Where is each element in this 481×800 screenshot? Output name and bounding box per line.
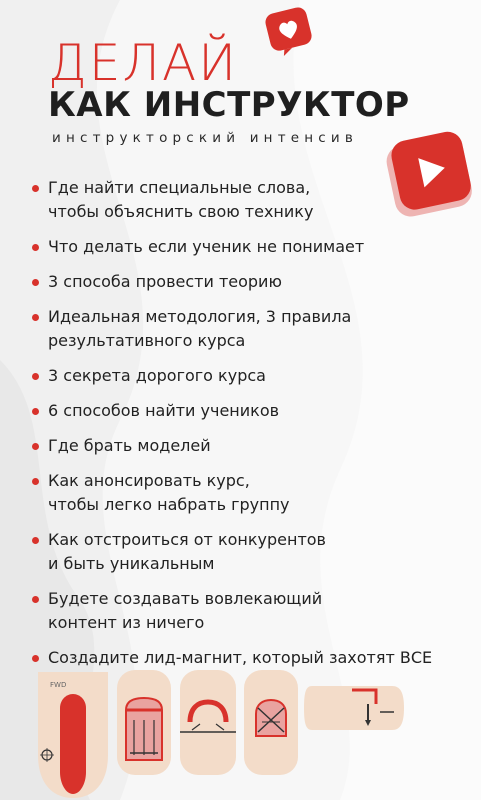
title-line-2: КАК ИНСТРУКТОР (48, 85, 410, 125)
bullet-dot-icon (32, 314, 39, 321)
list-item-line: и быть уникальным (48, 554, 215, 573)
bullet-dot-icon (32, 443, 39, 450)
list-item-line: результативного курса (48, 331, 246, 350)
nail-4 (244, 670, 298, 775)
bullet-dot-icon (32, 596, 39, 603)
list-item (32, 176, 462, 224)
bullet-dot-icon (32, 244, 39, 251)
list-item (32, 235, 462, 259)
list-item-line: чтобы объяснить свою технику (48, 202, 314, 221)
nail-3 (180, 670, 236, 775)
fwd-label: FWD (50, 681, 67, 689)
bullet-dot-icon (32, 373, 39, 380)
list-item-line: чтобы легко набрать группу (48, 495, 290, 514)
list-item-line: 6 способов найти учеников (48, 401, 280, 420)
list-item-line: Идеальная методология, 3 правила (48, 307, 352, 326)
list-item (32, 587, 462, 635)
list-item-line: Создадите лид-магнит, который захотят ВСЕ (48, 648, 433, 667)
nail-2 (117, 670, 171, 775)
list-item-line: Как анонсировать курс, (48, 471, 250, 490)
list-item-line: Где найти специальные слова, (48, 178, 311, 197)
subtitle: инструкторский интенсив (52, 130, 359, 146)
title-line-1: ДЕЛАЙ (48, 34, 238, 92)
list-item-line: 3 способа провести теорию (48, 272, 282, 291)
list-item (32, 364, 462, 388)
list-item-line: контент из ничего (48, 613, 205, 632)
list-item-line: 3 секрета дорогого курса (48, 366, 266, 385)
bullet-dot-icon (32, 478, 39, 485)
list-item-line: Что делать если ученик не понимает (48, 237, 365, 256)
list-item (32, 469, 462, 517)
list-item (32, 528, 462, 576)
feature-list (32, 176, 462, 681)
list-item (32, 270, 462, 294)
bullet-dot-icon (32, 537, 39, 544)
list-item (32, 399, 462, 423)
list-item-line: Как отстроиться от конкурентов (48, 530, 326, 549)
bullet-dot-icon (32, 408, 39, 415)
list-item-line: Будете создавать вовлекающий (48, 589, 323, 608)
nail-illustration (0, 660, 481, 800)
nail-1 (38, 672, 108, 798)
list-item (32, 434, 462, 458)
list-item-line: Где брать моделей (48, 436, 211, 455)
bullet-dot-icon (32, 185, 39, 192)
bullet-dot-icon (32, 279, 39, 286)
list-item (32, 305, 462, 353)
nail-5 (304, 686, 404, 730)
